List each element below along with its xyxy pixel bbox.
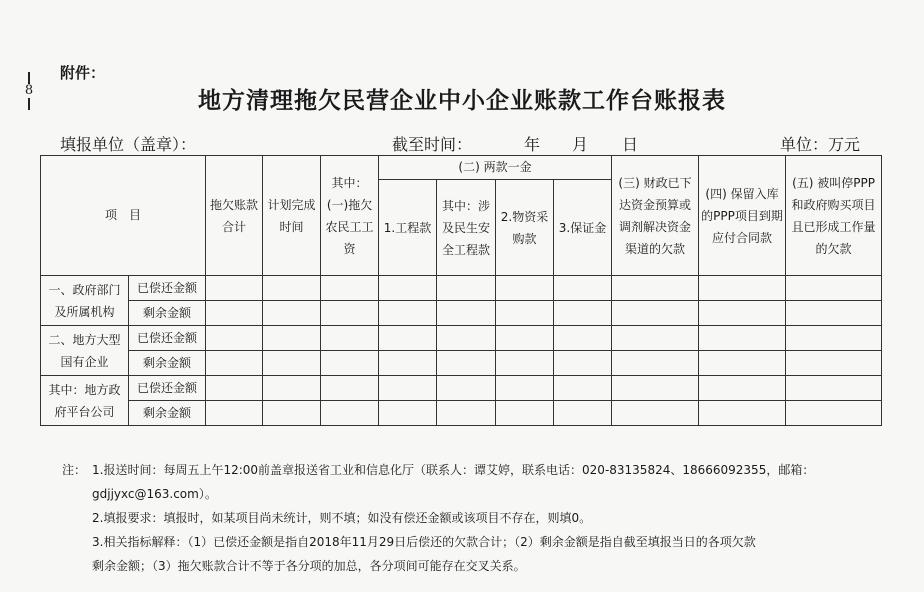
header-plan-time: 计划完成时间 <box>263 156 321 276</box>
month-label: 月 <box>572 135 589 154</box>
data-cell[interactable] <box>206 351 263 376</box>
data-cell[interactable] <box>437 376 496 401</box>
data-cell[interactable] <box>786 276 882 301</box>
data-cell[interactable] <box>437 326 496 351</box>
data-cell[interactable] <box>699 326 786 351</box>
data-cell[interactable] <box>379 351 437 376</box>
data-cell[interactable] <box>612 351 699 376</box>
year-label: 年 <box>524 135 541 154</box>
data-cell[interactable] <box>379 301 437 326</box>
note-2: 2.填报要求：填报时，如某项目尚未统计，则不填；如没有偿还金额或该项目不存在，则填0。 <box>92 511 592 525</box>
table-row <box>41 301 882 326</box>
data-cell[interactable] <box>379 376 437 401</box>
header-two-funds: (二) 两款一金 <box>379 156 612 180</box>
data-cell[interactable] <box>206 376 263 401</box>
header-materials: 2.物资采购款 <box>496 180 554 276</box>
data-cell[interactable] <box>554 401 612 426</box>
data-cell[interactable] <box>699 376 786 401</box>
header-item: 项 目 <box>41 156 206 276</box>
header-total: 拖欠账款合计 <box>206 156 263 276</box>
header-engineering-sub: 其中：涉及民生安全工程款 <box>437 180 496 276</box>
page-title: 地方清理拖欠民营企业中小企业账款工作台账报表 <box>198 87 726 114</box>
table-row <box>41 326 882 351</box>
data-cell[interactable] <box>786 401 882 426</box>
data-cell[interactable] <box>379 276 437 301</box>
data-cell[interactable] <box>699 351 786 376</box>
header-deposit: 3.保证金 <box>554 180 612 276</box>
table-row <box>41 276 882 301</box>
page-number: 8 <box>24 83 34 98</box>
money-unit-label: 单位：万元 <box>780 135 861 154</box>
row-category: 其中：地方政府平台公司 <box>41 376 129 426</box>
data-cell[interactable] <box>554 351 612 376</box>
row-label-remaining: 剩余金额 <box>129 351 206 376</box>
data-cell[interactable] <box>699 276 786 301</box>
table-row <box>41 401 882 426</box>
data-cell[interactable] <box>263 276 321 301</box>
data-cell[interactable] <box>379 326 437 351</box>
data-cell[interactable] <box>263 401 321 426</box>
data-cell[interactable] <box>496 376 554 401</box>
data-cell[interactable] <box>321 376 379 401</box>
data-cell[interactable] <box>554 301 612 326</box>
data-cell[interactable] <box>496 276 554 301</box>
data-cell[interactable] <box>437 301 496 326</box>
data-cell[interactable] <box>437 401 496 426</box>
data-cell[interactable] <box>321 326 379 351</box>
data-cell[interactable] <box>786 376 882 401</box>
data-cell[interactable] <box>496 351 554 376</box>
report-table <box>40 155 882 426</box>
note-1 <box>62 458 892 482</box>
data-cell[interactable] <box>612 301 699 326</box>
table-row <box>41 376 882 401</box>
header-farmer-wage: 其中：(一)拖欠农民工工资 <box>321 156 379 276</box>
day-label: 日 <box>622 135 639 154</box>
data-cell[interactable] <box>786 351 882 376</box>
data-cell[interactable] <box>321 301 379 326</box>
header-ppp-retain: (四) 保留入库的PPP项目到期应付合同款 <box>699 156 786 276</box>
data-cell[interactable] <box>612 276 699 301</box>
header-ppp-ordered: (五) 被叫停PPP和政府购买项目且已形成工作量的欠款 <box>786 156 882 276</box>
data-cell[interactable] <box>206 276 263 301</box>
row-label-remaining: 剩余金额 <box>129 401 206 426</box>
data-cell[interactable] <box>496 301 554 326</box>
data-cell[interactable] <box>437 276 496 301</box>
row-category: 一、政府部门及所属机构 <box>41 276 129 326</box>
data-cell[interactable] <box>321 276 379 301</box>
data-cell[interactable] <box>496 401 554 426</box>
row-category: 二、地方大型国有企业 <box>41 326 129 376</box>
data-cell[interactable] <box>263 326 321 351</box>
row-label-repaid: 已偿还金额 <box>129 276 206 301</box>
row-label-remaining: 剩余金额 <box>129 301 206 326</box>
note-1-continued: gdjjyxc@163.com）。 <box>92 487 217 501</box>
note-3: 3.相关指标解释：（1）已偿还金额是指自2018年11月29日后偿还的欠款合计；（2）剩余金额是指自截至填报当日的各项欠款 <box>92 535 756 549</box>
data-cell[interactable] <box>554 376 612 401</box>
note-1-text: 1.报送时间：每周五上午12:00前盖章报送省工业和信息化厅（联系人：谭艾婷，联系电话：020-83135824、18666092355，邮箱： <box>92 463 815 477</box>
data-cell[interactable] <box>379 401 437 426</box>
data-cell[interactable] <box>612 326 699 351</box>
data-cell[interactable] <box>554 276 612 301</box>
data-cell[interactable] <box>612 401 699 426</box>
table-row <box>41 351 882 376</box>
data-cell[interactable] <box>321 401 379 426</box>
data-cell[interactable] <box>437 351 496 376</box>
data-cell[interactable] <box>612 376 699 401</box>
deadline-label: 截至时间： <box>392 135 473 154</box>
filing-unit-label: 填报单位（盖章）： <box>60 135 197 154</box>
header-fiscal: (三) 财政已下达资金预算或调剂解决资金渠道的欠款 <box>612 156 699 276</box>
data-cell[interactable] <box>263 376 321 401</box>
data-cell[interactable] <box>699 301 786 326</box>
row-label-repaid: 已偿还金额 <box>129 326 206 351</box>
data-cell[interactable] <box>263 301 321 326</box>
data-cell[interactable] <box>786 301 882 326</box>
notes-section <box>62 458 892 578</box>
notes-label: 注： <box>62 463 87 477</box>
data-cell[interactable] <box>206 401 263 426</box>
data-cell[interactable] <box>699 401 786 426</box>
data-cell[interactable] <box>554 326 612 351</box>
header-engineering: 1.工程款 <box>379 180 437 276</box>
data-cell[interactable] <box>496 326 554 351</box>
data-cell[interactable] <box>206 326 263 351</box>
attachment-label: 附件： <box>60 64 106 82</box>
data-cell[interactable] <box>206 301 263 326</box>
data-cell[interactable] <box>786 326 882 351</box>
row-label-repaid: 已偿还金额 <box>129 376 206 401</box>
data-cell[interactable] <box>321 351 379 376</box>
note-3-continued: 剩余金额；（3）拖欠账款合计不等于各分项的加总，各分项间可能存在交叉关系。 <box>92 559 526 573</box>
data-cell[interactable] <box>263 351 321 376</box>
